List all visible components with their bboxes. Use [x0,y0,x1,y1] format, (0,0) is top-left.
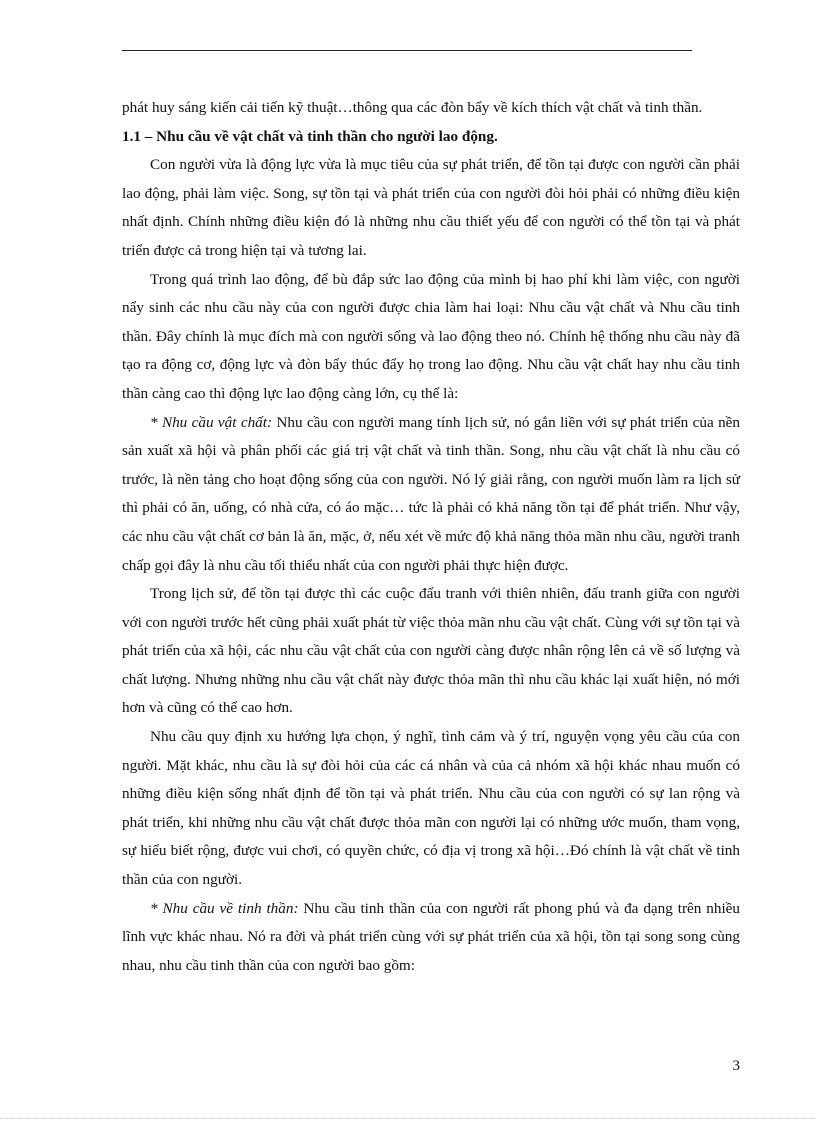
paragraph-continued: phát huy sáng kiến cải tiến kỹ thuật…thông qua các đòn bẩy về kích thích vật chất và tinh thần. [122,99,703,116]
paragraph: Nhu cầu quy định xu hướng lựa chọn, ý nghĩ, tình cảm và ý trí, nguyện vọng yêu cầu của con người. Mặt khác, nhu cầu là sự đòi hỏi của các cá nhân và của cả nhóm xã hội khác nhau muốn có những điều kiện sống nhất định để tồn tại và phát triển. Nhu cầu của con người có sự lan rộng và phát triển, khi những nhu cầu vật chất được thỏa mãn con người lại có những ước muốn, tham vọng, sự hiểu biết rộng, được vui chơi, có quyền chức, có địa vị trong xã hội…Đó chính là vật chất về tinh thần của con người. [122,728,740,889]
page-number: 3 [732,1058,740,1074]
paragraph: Con người vừa là động lực vừa là mục tiêu của sự phát triển, để tồn tại được con người cần phải lao động, phải làm việc. Song, sự tồn tại và phát triển của con người đòi hỏi phải có những điều kiện nhất định. Chính những điều kiện đó là những nhu cầu thiết yếu để con người có thể tồn tại và phát triển được cả trong hiện tại và tương lai. [122,156,740,259]
paragraph: Trong lịch sử, để tồn tại được thì các cuộc đấu tranh với thiên nhiên, đấu tranh giữa con người với con người trước hết cũng phải xuất phát từ việc thỏa mãn nhu cầu vật chất. Cùng với sự tồn tại và phát triển của xã hội, các nhu cầu vật chất của con người càng được nhân rộng lên cả về số lượng và chất lượng. Nhưng những nhu cầu vật chất này được thỏa mãn thì nhu cầu khác lại xuất hiện, nó mới hơn và cũng có thể cao hơn. [122,585,740,717]
section-heading: 1.1 – Nhu cầu về vật chất và tinh thần cho người lao động. [122,127,498,145]
paragraph-spiritual-needs [122,895,740,981]
spiritual-needs-text: Nhu cầu tinh thần của con người rất phong phú và đa dạng trên nhiều lĩnh vực khác nhau. Nó ra đời và phát triển cùng với sự phát triển của xã hội, tồn tại song song cùng nhau, nhu cầu tinh thần của con người bao gồm: [122,899,740,974]
page-bottom-border [0,1118,816,1119]
spiritual-needs-label: * Nhu cầu về tinh thần: [150,899,299,917]
material-needs-label: * Nhu cầu vật chất: [150,413,273,431]
header-rule [122,50,692,51]
material-needs-text: Nhu cầu con người mang tính lịch sử, nó gắn liền với sự phát triển của nền sản xuất xã hội và phân phối các giá trị vật chất và tinh thần. Song, nhu cầu vật chất là nhu cầu có trước, là nền tảng cho hoạt động sống của con người. Nó lý giải rằng, con người muốn làm ra lịch sử thì phải có ăn, uống, có nhà cửa, có áo mặc… tức là phải có khả năng tồn tại để phát triển. Như vậy, các nhu cầu vật chất cơ bản là ăn, mặc, ở, nếu xét về mức độ khả năng thỏa mãn nhu cầu, người tranh chấp gọi đây là nhu cầu tối thiểu nhất của con người phải thực hiện được. [122,413,740,574]
paragraph: Trong quá trình lao động, để bù đắp sức lao động của mình bị hao phí khi làm việc, con người nẩy sinh các nhu cầu này của con người được chia làm hai loại: Nhu cầu vật chất và Nhu cầu tinh thần. Đây chính là mục đích mà con người sống và lao động theo nó. Chính hệ thống nhu cầu này đã tạo ra động cơ, động lực và đòn bẩy thúc đẩy họ trong lao động. Nhu cầu vật chất hay nhu cầu tinh thần càng cao thì động lực lao động càng lớn, cụ thể là: [122,270,740,402]
paragraph-material-needs [122,409,740,581]
document-body [122,94,740,980]
